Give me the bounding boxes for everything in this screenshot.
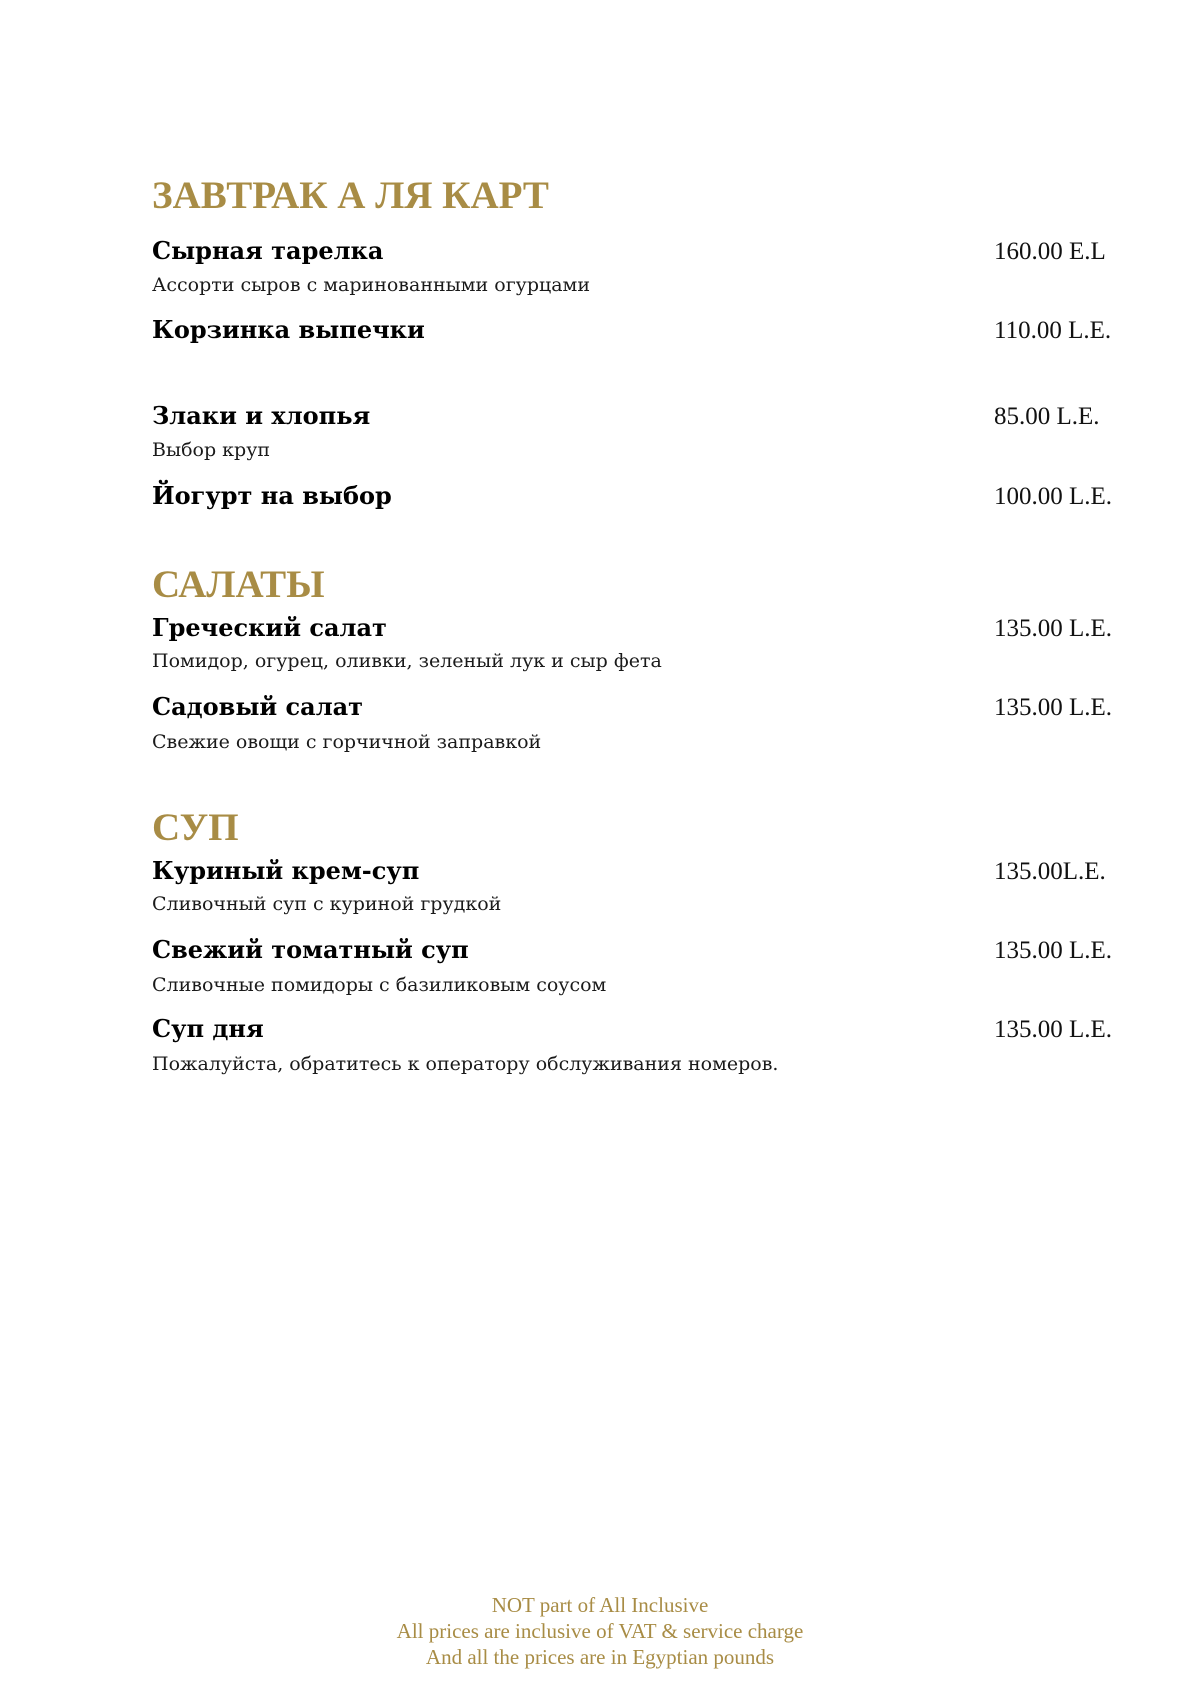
footer-line-currency: And all the prices are in Egyptian pounds <box>425 1645 775 1669</box>
item-name: Свежий томатный суп <box>152 935 469 964</box>
item-name: Суп дня <box>152 1014 264 1043</box>
item-description: Сливочные помидоры с базиликовым соусом <box>152 974 607 996</box>
item-price: 135.00L.E. <box>994 858 1106 885</box>
section-title-salads: САЛАТЫ <box>152 563 325 606</box>
item-description: Выбор круп <box>152 439 271 461</box>
item-price: 160.00 E.L <box>994 238 1106 265</box>
item-description: Ассорти сыров с маринованными огурцами <box>152 274 590 296</box>
item-price: 135.00 L.E. <box>994 694 1113 721</box>
item-name: Йогурт на выбор <box>152 481 392 510</box>
footer-line-vat: All prices are inclusive of VAT & service charge <box>396 1619 804 1643</box>
footer-line-not-inclusive: NOT part of All Inclusive <box>491 1593 709 1617</box>
item-price: 110.00 L.E. <box>994 317 1112 344</box>
item-name: Корзинка выпечки <box>152 315 425 344</box>
section-title-soup: СУП <box>152 806 239 849</box>
item-description: Сливочный суп с куриной грудкой <box>152 893 502 915</box>
item-name: Садовый салат <box>152 692 364 721</box>
item-name: Злаки и хлопья <box>152 401 371 430</box>
item-description: Свежие овощи с горчичной заправкой <box>152 731 542 753</box>
item-price: 135.00 L.E. <box>994 1016 1113 1043</box>
section-title-breakfast: ЗАВТРАК А ЛЯ КАРТ <box>152 174 549 217</box>
item-price: 135.00 L.E. <box>994 937 1113 964</box>
item-price: 100.00 L.E. <box>994 483 1113 510</box>
item-price: 85.00 L.E. <box>994 403 1100 430</box>
item-price: 135.00 L.E. <box>994 615 1113 642</box>
item-description: Помидор, огурец, оливки, зеленый лук и сыр фета <box>152 650 662 672</box>
item-name: Куриный крем-суп <box>152 856 420 885</box>
item-name: Греческий салат <box>152 613 387 642</box>
item-description: Пожалуйста, обратитесь к оператору обслуживания номеров. <box>152 1053 779 1075</box>
item-name: Сырная тарелка <box>152 236 384 265</box>
footer-notes <box>0 1592 1200 1670</box>
